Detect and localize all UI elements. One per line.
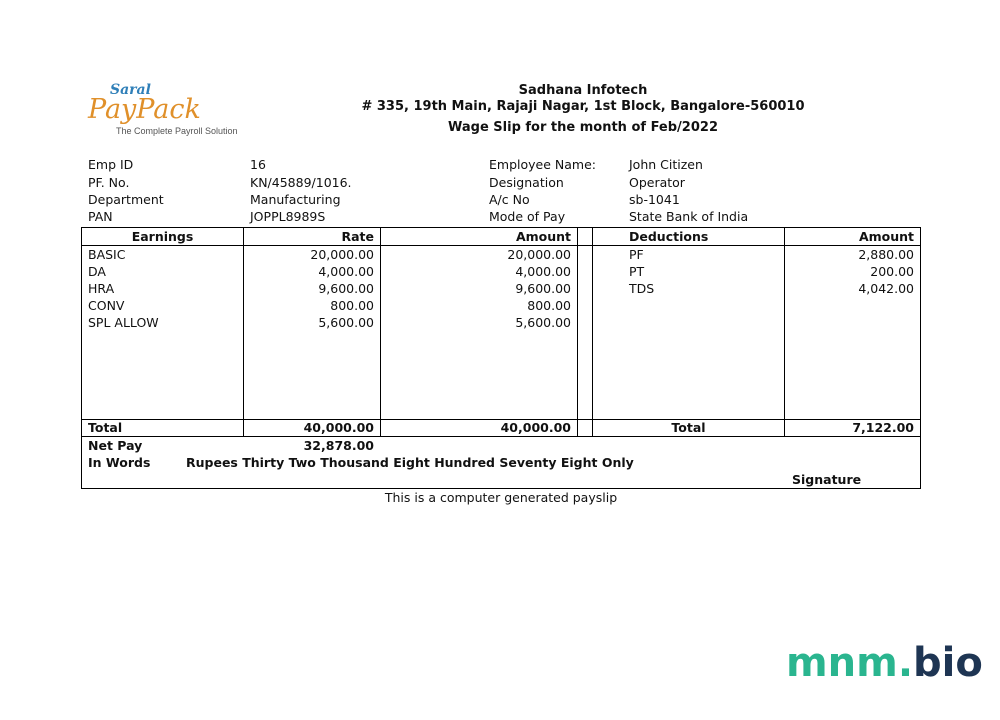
- header-amount: Amount: [515, 229, 571, 244]
- earning-name: SPL ALLOW: [88, 315, 159, 330]
- pf-no-label: PF. No.: [88, 175, 130, 190]
- logo-paypack-text: PayPack: [88, 94, 201, 125]
- col-divider-gap-left: [577, 228, 578, 437]
- total-rate: 40,000.00: [303, 420, 374, 435]
- earning-amount: 9,600.00: [515, 281, 571, 296]
- in-words-label: In Words: [88, 455, 151, 470]
- total-deductions-label: Total: [671, 420, 706, 435]
- total-row-bottom-line: [82, 436, 920, 437]
- watermark-part-2: bio: [913, 640, 983, 686]
- net-pay-value: 32,878.00: [303, 438, 374, 453]
- slip-title: Wage Slip for the month of Feb/2022: [448, 120, 718, 135]
- total-amount: 40,000.00: [500, 420, 571, 435]
- mnm-bio-watermark: [786, 640, 983, 686]
- earning-rate: 5,600.00: [318, 315, 374, 330]
- company-name: Sadhana Infotech: [518, 83, 648, 98]
- header-row-line: [82, 245, 920, 246]
- designation-value: Operator: [629, 175, 685, 190]
- mode-of-pay-label: Mode of Pay: [489, 209, 566, 224]
- earning-rate: 4,000.00: [318, 264, 374, 279]
- logo-saral-text: Saral: [110, 82, 151, 98]
- deduction-amount: 2,880.00: [858, 247, 914, 262]
- net-pay-label: Net Pay: [88, 438, 143, 453]
- earning-amount: 20,000.00: [507, 247, 571, 262]
- account-no-value: sb-1041: [629, 192, 680, 207]
- pan-value: JOPPL8989S: [250, 209, 326, 224]
- mode-of-pay-value: State Bank of India: [629, 209, 749, 224]
- earning-name: BASIC: [88, 247, 126, 262]
- employee-name-label: Employee Name:: [489, 157, 596, 172]
- col-divider-gap-right: [592, 228, 593, 437]
- earning-name: HRA: [88, 281, 115, 296]
- account-no-label: A/c No: [489, 192, 530, 207]
- deduction-amount: 200.00: [870, 264, 914, 279]
- earning-name: CONV: [88, 298, 125, 313]
- earning-amount: 800.00: [527, 298, 571, 313]
- deduction-name: PF: [629, 247, 644, 262]
- department-label: Department: [88, 192, 164, 207]
- earning-amount: 4,000.00: [515, 264, 571, 279]
- signature-label: Signature: [792, 472, 862, 487]
- header-rate: Rate: [341, 229, 374, 244]
- watermark-part-1: mnm.: [786, 640, 914, 686]
- earning-rate: 20,000.00: [310, 247, 374, 262]
- earning-rate: 9,600.00: [318, 281, 374, 296]
- header-deductions: Deductions: [629, 229, 709, 244]
- deduction-name: TDS: [629, 281, 655, 296]
- deduction-amount: 4,042.00: [858, 281, 914, 296]
- wage-table: [81, 227, 921, 489]
- header-earnings: Earnings: [131, 229, 194, 244]
- earning-rate: 800.00: [330, 298, 374, 313]
- total-deductions-amount: 7,122.00: [852, 420, 914, 435]
- logo-tagline: The Complete Payroll Solution: [116, 126, 238, 136]
- in-words-value: Rupees Thirty Two Thousand Eight Hundred Seventy Eight Only: [186, 455, 634, 470]
- designation-label: Designation: [489, 175, 564, 190]
- pf-no-value: KN/45889/1016.: [250, 175, 352, 190]
- deduction-name: PT: [629, 264, 645, 279]
- total-label: Total: [88, 420, 123, 435]
- computer-generated-note: This is a computer generated payslip: [384, 490, 618, 505]
- paypack-logo: [88, 82, 248, 142]
- pan-label: PAN: [88, 209, 113, 224]
- employee-name-value: John Citizen: [629, 157, 703, 172]
- company-address: # 335, 19th Main, Rajaji Nagar, 1st Block, Bangalore-560010: [361, 99, 805, 114]
- earning-amount: 5,600.00: [515, 315, 571, 330]
- emp-id-value: 16: [250, 157, 266, 172]
- department-value: Manufacturing: [250, 192, 341, 207]
- emp-id-label: Emp ID: [88, 157, 134, 172]
- header-ded-amount: Amount: [858, 229, 914, 244]
- earning-name: DA: [88, 264, 106, 279]
